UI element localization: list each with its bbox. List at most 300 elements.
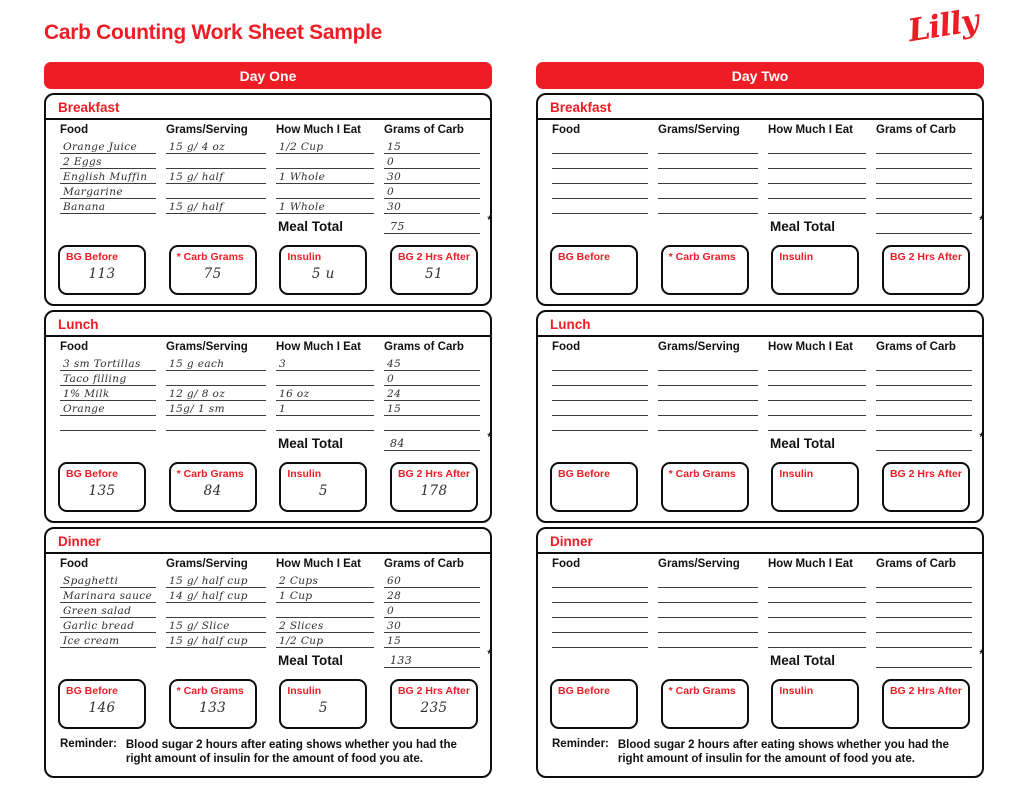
grams-serving-cell [658, 371, 758, 386]
grams-carb-entry: 45 [387, 358, 402, 370]
how-much-cell [276, 184, 374, 199]
header-grams-serving: Grams/Serving [658, 558, 740, 570]
food-cell [60, 386, 156, 401]
reminder-label: Reminder: [60, 738, 117, 750]
stat-boxes [538, 234, 982, 295]
how-much-cell [768, 588, 866, 603]
meal-total-label: Meal Total [278, 653, 344, 668]
bg-after-label: BG 2 Hrs After [889, 685, 962, 697]
meal-total-label: Meal Total [278, 436, 344, 451]
food-row [46, 386, 490, 401]
header-food: Food [552, 124, 581, 136]
food-rows [46, 356, 490, 431]
meal-card [44, 527, 492, 778]
how-much-cell [276, 386, 374, 401]
header-food: Food [60, 558, 89, 570]
how-much-cell [768, 573, 866, 588]
food-row [46, 184, 490, 199]
how-much-cell [276, 154, 374, 169]
grams-serving-cell [658, 386, 758, 401]
how-much-entry: 16 oz [279, 388, 310, 400]
meal-title: Breakfast [46, 95, 490, 120]
header-food: Food [60, 341, 89, 353]
grams-carb-cell [384, 618, 480, 633]
meal-list [536, 93, 984, 778]
grams-serving-cell [658, 588, 758, 603]
food-rows [46, 139, 490, 214]
header-grams-carb: Grams of Carb [876, 124, 956, 136]
grams-serving-cell [166, 356, 266, 371]
meal-total-label: Meal Total [770, 436, 836, 451]
food-cell [60, 139, 156, 154]
food-row [538, 184, 982, 199]
food-row [46, 416, 490, 431]
header-how-much: How Much I Eat [768, 341, 853, 353]
food-row [538, 573, 982, 588]
how-much-cell [276, 139, 374, 154]
grams-carb-entry: 0 [387, 605, 395, 617]
header-grams-carb: Grams of Carb [876, 558, 956, 570]
insulin-label: Insulin [779, 251, 814, 263]
food-cell [60, 401, 156, 416]
how-much-cell [276, 401, 374, 416]
food-cell [552, 386, 648, 401]
grams-carb-cell [876, 184, 972, 199]
asterisk-mark: * [979, 213, 984, 227]
grams-carb-entry: 15 [387, 403, 402, 415]
grams-carb-cell [384, 139, 480, 154]
stat-boxes [46, 668, 490, 729]
grams-serving-cell [658, 618, 758, 633]
page-title: Carb Counting Work Sheet Sample [44, 21, 383, 44]
meal-title: Lunch [538, 312, 982, 337]
carb-grams-box [661, 462, 749, 512]
insulin-label: Insulin [287, 251, 322, 263]
grams-carb-cell [876, 588, 972, 603]
food-row [46, 573, 490, 588]
insulin-label: Insulin [287, 685, 322, 697]
carb-grams-box [169, 245, 257, 295]
grams-serving-cell [658, 199, 758, 214]
grams-serving-cell [658, 573, 758, 588]
grams-carb-cell [384, 154, 480, 169]
how-much-cell [276, 588, 374, 603]
food-cell [552, 603, 648, 618]
food-row [538, 371, 982, 386]
how-much-entry: 1 Whole [279, 201, 326, 213]
how-much-entry: 1 Cup [279, 590, 313, 602]
reminder [538, 729, 982, 767]
header-how-much: How Much I Eat [276, 558, 361, 570]
meal-card [536, 527, 984, 778]
how-much-cell [768, 184, 866, 199]
header-grams-serving: Grams/Serving [658, 341, 740, 353]
asterisk-mark: * [487, 430, 492, 444]
bg-after-box [882, 679, 970, 729]
grams-carb-cell [384, 416, 480, 431]
grams-carb-cell [876, 371, 972, 386]
grams-serving-cell [658, 169, 758, 184]
carb-grams-box [169, 679, 257, 729]
food-cell [60, 169, 156, 184]
grams-serving-entry: 12 g/ 8 oz [169, 388, 226, 400]
food-cell [552, 588, 648, 603]
how-much-cell [276, 199, 374, 214]
food-row [46, 154, 490, 169]
food-cell [552, 416, 648, 431]
bg-before-box [58, 245, 146, 295]
grams-carb-entry: 60 [387, 575, 402, 587]
food-entry: 3 sm Tortillas [63, 358, 141, 370]
bg-after-value: 178 [420, 483, 448, 499]
day-banner-label: Day One [239, 67, 297, 84]
food-cell [552, 401, 648, 416]
meal-total-line [876, 213, 984, 234]
header-food: Food [60, 124, 89, 136]
food-entry: Green salad [63, 605, 132, 617]
how-much-cell [276, 603, 374, 618]
header-grams-carb: Grams of Carb [384, 558, 464, 570]
food-row [538, 356, 982, 371]
carb-grams-box [661, 679, 749, 729]
grams-serving-cell [166, 169, 266, 184]
food-entry: Marinara sauce [63, 590, 153, 602]
day-banner [44, 62, 492, 89]
carb-grams-value: 75 [203, 266, 222, 282]
grams-serving-cell [166, 371, 266, 386]
header-grams-serving: Grams/Serving [166, 124, 248, 136]
food-rows [538, 139, 982, 214]
column-headers [46, 337, 490, 356]
bg-before-value: 135 [88, 483, 116, 499]
grams-serving-cell [166, 416, 266, 431]
meal-card [536, 310, 984, 523]
insulin-value: 5 [318, 700, 328, 716]
header-grams-carb: Grams of Carb [384, 341, 464, 353]
grams-carb-cell [384, 169, 480, 184]
food-row [538, 603, 982, 618]
header-grams-serving: Grams/Serving [658, 124, 740, 136]
how-much-cell [768, 401, 866, 416]
bg-after-box [882, 462, 970, 512]
grams-carb-cell [384, 371, 480, 386]
food-row [538, 154, 982, 169]
header-grams-carb: Grams of Carb [876, 341, 956, 353]
food-entry: Taco filling [63, 373, 127, 385]
grams-serving-entry: 15 g/ half [169, 201, 224, 213]
reminder-text: Blood sugar 2 hours after eating shows whether you had the right amount of insulin for the amount of food you ate. [125, 739, 457, 766]
insulin-box [279, 462, 367, 512]
meal-total-row [538, 647, 984, 668]
bg-before-label: BG Before [558, 468, 610, 480]
asterisk-mark: * [487, 213, 492, 227]
meal-total-line [876, 430, 984, 451]
food-cell [60, 618, 156, 633]
food-entry: Spaghetti [63, 575, 119, 587]
food-row [46, 618, 490, 633]
meal-title: Dinner [46, 529, 490, 554]
grams-carb-cell [876, 603, 972, 618]
insulin-box [771, 245, 859, 295]
food-rows [538, 356, 982, 431]
meal-total-row [538, 430, 984, 451]
bg-before-box [550, 245, 638, 295]
bg-before-label: BG Before [66, 468, 118, 480]
grams-serving-cell [658, 401, 758, 416]
meal-total-line [384, 647, 492, 668]
grams-carb-cell [876, 573, 972, 588]
grams-serving-entry: 15 g/ half [169, 171, 224, 183]
how-much-cell [768, 139, 866, 154]
how-much-cell [768, 169, 866, 184]
how-much-cell [276, 356, 374, 371]
how-much-cell [768, 633, 866, 648]
how-much-entry: 1/2 Cup [279, 141, 324, 153]
how-much-entry: 1 Whole [279, 171, 326, 183]
food-entry: Margarine [63, 186, 123, 198]
food-cell [552, 573, 648, 588]
grams-carb-cell [876, 416, 972, 431]
grams-serving-cell [166, 199, 266, 214]
grams-serving-cell [166, 603, 266, 618]
how-much-cell [768, 356, 866, 371]
how-much-cell [768, 154, 866, 169]
bg-before-value: 113 [88, 266, 116, 282]
food-rows [46, 573, 490, 648]
food-cell [552, 199, 648, 214]
grams-serving-entry: 15 g/ Slice [169, 620, 230, 632]
food-entry: English Muffin [63, 171, 148, 183]
how-much-entry: 1/2 Cup [279, 635, 324, 647]
bg-after-label: BG 2 Hrs After [397, 468, 470, 480]
food-row [46, 139, 490, 154]
grams-carb-cell [876, 618, 972, 633]
meal-total-line [384, 430, 492, 451]
grams-carb-cell [876, 169, 972, 184]
how-much-cell [768, 371, 866, 386]
meal-total-line [876, 647, 984, 668]
food-entry: Ice cream [63, 635, 120, 647]
how-much-cell [276, 169, 374, 184]
header-grams-serving: Grams/Serving [166, 341, 248, 353]
grams-carb-cell [876, 401, 972, 416]
carb-grams-value: 133 [199, 700, 227, 716]
grams-carb-cell [384, 199, 480, 214]
stat-boxes [538, 451, 982, 512]
bg-before-label: BG Before [558, 251, 610, 263]
grams-carb-entry: 30 [387, 620, 402, 632]
reminder-label: Reminder: [552, 738, 609, 750]
food-row [538, 618, 982, 633]
food-cell [60, 356, 156, 371]
insulin-box [279, 245, 367, 295]
how-much-entry: 3 [279, 358, 287, 370]
meal-total-row [46, 647, 492, 668]
bg-before-box [550, 679, 638, 729]
how-much-cell [768, 618, 866, 633]
how-much-entry: 2 Cups [279, 575, 319, 587]
insulin-value: 5 [318, 483, 328, 499]
insulin-box [279, 679, 367, 729]
meal-card [44, 310, 492, 523]
bg-before-value: 146 [88, 700, 116, 716]
grams-serving-entry: 14 g/ half cup [169, 590, 248, 602]
food-row [46, 633, 490, 648]
grams-carb-cell [384, 386, 480, 401]
food-row [538, 169, 982, 184]
food-row [46, 603, 490, 618]
food-row [538, 416, 982, 431]
grams-serving-cell [166, 139, 266, 154]
column-headers [46, 120, 490, 139]
bg-after-label: BG 2 Hrs After [889, 468, 962, 480]
grams-carb-entry: 28 [387, 590, 402, 602]
insulin-box [771, 679, 859, 729]
grams-serving-cell [658, 139, 758, 154]
grams-carb-entry: 30 [387, 171, 402, 183]
meal-card [44, 93, 492, 306]
grams-serving-cell [166, 618, 266, 633]
header-grams-serving: Grams/Serving [166, 558, 248, 570]
carb-grams-box [661, 245, 749, 295]
lilly-logo: Lilly [905, 2, 981, 50]
grams-carb-entry: 0 [387, 156, 395, 168]
grams-serving-cell [166, 184, 266, 199]
meal-total-value: 84 [390, 437, 405, 450]
grams-serving-cell [658, 633, 758, 648]
asterisk-mark: * [979, 647, 984, 661]
meal-total-label: Meal Total [278, 219, 344, 234]
food-cell [552, 139, 648, 154]
carb-grams-box [169, 462, 257, 512]
insulin-box [771, 462, 859, 512]
grams-serving-entry: 15g/ 1 sm [169, 403, 225, 415]
grams-carb-cell [876, 154, 972, 169]
how-much-cell [276, 618, 374, 633]
food-row [538, 633, 982, 648]
how-much-entry: 2 Slices [279, 620, 324, 632]
food-row [46, 169, 490, 184]
grams-carb-entry: 15 [387, 635, 402, 647]
food-cell [60, 184, 156, 199]
food-row [46, 371, 490, 386]
day-banner [536, 62, 984, 89]
days [44, 62, 984, 778]
column-headers [538, 554, 982, 573]
food-rows [538, 573, 982, 648]
insulin-label: Insulin [779, 685, 814, 697]
food-row [538, 386, 982, 401]
food-row [46, 199, 490, 214]
food-cell [552, 169, 648, 184]
food-cell [552, 633, 648, 648]
grams-carb-cell [384, 573, 480, 588]
day-column [536, 62, 984, 778]
header-how-much: How Much I Eat [276, 124, 361, 136]
food-cell [60, 199, 156, 214]
bg-before-label: BG Before [66, 685, 118, 697]
bg-after-label: BG 2 Hrs After [397, 251, 470, 263]
header-how-much: How Much I Eat [276, 341, 361, 353]
meal-title: Lunch [46, 312, 490, 337]
meal-title: Breakfast [538, 95, 982, 120]
bg-after-label: BG 2 Hrs After [397, 685, 470, 697]
bg-before-box [550, 462, 638, 512]
food-cell [60, 573, 156, 588]
how-much-cell [768, 603, 866, 618]
food-cell [60, 633, 156, 648]
stat-boxes [538, 668, 982, 729]
food-row [538, 401, 982, 416]
column-headers [538, 120, 982, 139]
food-cell [552, 184, 648, 199]
food-cell [60, 371, 156, 386]
grams-carb-cell [876, 199, 972, 214]
grams-serving-cell [658, 603, 758, 618]
grams-carb-cell [876, 633, 972, 648]
insulin-label: Insulin [287, 468, 322, 480]
grams-serving-entry: 15 g/ half cup [169, 635, 248, 647]
food-row [538, 199, 982, 214]
meal-total-row [538, 213, 984, 234]
meal-total-line [384, 213, 492, 234]
grams-serving-cell [658, 154, 758, 169]
grams-serving-entry: 15 g each [169, 358, 225, 370]
insulin-label: Insulin [779, 468, 814, 480]
grams-carb-cell [384, 184, 480, 199]
header-grams-carb: Grams of Carb [384, 124, 464, 136]
carb-grams-label: * Carb Grams [176, 685, 244, 697]
meal-total-label: Meal Total [770, 653, 836, 668]
meal-total-value: 75 [390, 220, 405, 233]
meal-card [536, 93, 984, 306]
grams-serving-cell [658, 416, 758, 431]
grams-serving-cell [166, 154, 266, 169]
bg-after-value: 235 [420, 700, 448, 716]
bg-after-value: 51 [424, 266, 443, 282]
bg-before-label: BG Before [66, 251, 118, 263]
insulin-value: 5 u [311, 266, 335, 282]
food-row [538, 139, 982, 154]
grams-serving-cell [166, 573, 266, 588]
grams-serving-cell [166, 588, 266, 603]
food-cell [60, 154, 156, 169]
grams-carb-cell [876, 139, 972, 154]
food-cell [552, 154, 648, 169]
food-entry: Orange [63, 403, 105, 415]
grams-carb-cell [384, 401, 480, 416]
asterisk-mark: * [487, 647, 492, 661]
food-row [46, 401, 490, 416]
food-entry: 1% Milk [63, 388, 110, 400]
how-much-cell [768, 416, 866, 431]
grams-carb-entry: 24 [387, 388, 402, 400]
header-how-much: How Much I Eat [768, 558, 853, 570]
grams-serving-cell [658, 356, 758, 371]
day-banner-label: Day Two [731, 67, 789, 84]
food-cell [552, 618, 648, 633]
carb-grams-value: 84 [203, 483, 222, 499]
meal-total-label: Meal Total [770, 219, 836, 234]
food-row [46, 588, 490, 603]
grams-carb-entry: 0 [387, 373, 395, 385]
grams-carb-entry: 15 [387, 141, 402, 153]
bg-after-label: BG 2 Hrs After [889, 251, 962, 263]
header-food: Food [552, 341, 581, 353]
day-column [44, 62, 492, 778]
bg-after-box [390, 462, 478, 512]
bg-after-box [882, 245, 970, 295]
